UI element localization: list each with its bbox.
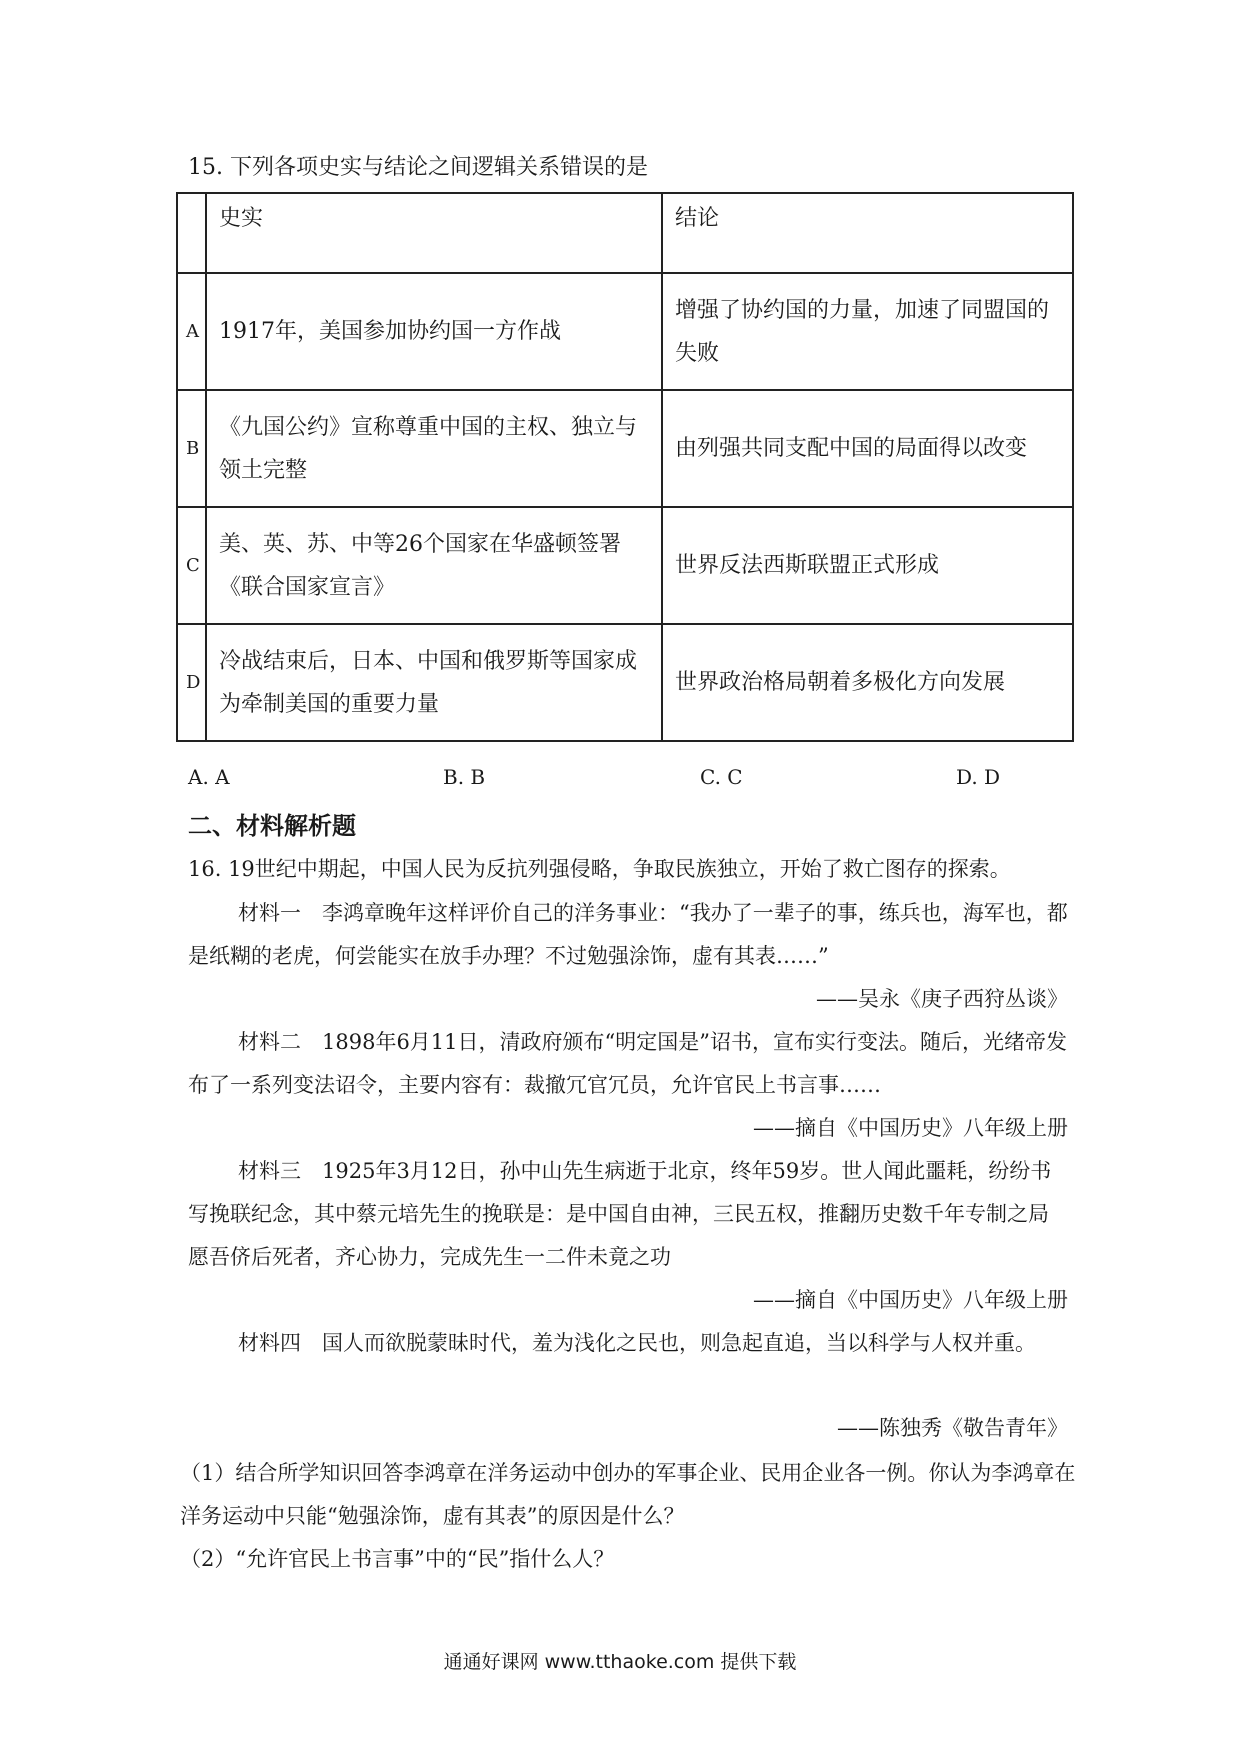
row-fact: 美、英、苏、中等26个国家在华盛顿签署《联合国家宣言》 xyxy=(206,507,662,624)
choice-b[interactable]: B. B xyxy=(443,765,486,789)
choice-d[interactable]: D. D xyxy=(956,765,1001,789)
table-row xyxy=(177,390,1073,507)
row-option-label: B xyxy=(177,390,206,507)
material-1-source: ——吴永《庚子西狩丛谈》 xyxy=(816,987,1068,1011)
sub-question-1: （1）结合所学知识回答李鸿章在洋务运动中创办的军事企业、民用企业各一例。你认为李鸿章在洋务运动中只能“勉强涂饰，虚有其表”的原因是什么？ xyxy=(180,1461,1076,1528)
table-row xyxy=(177,624,1073,741)
row-conclusion: 世界政治格局朝着多极化方向发展 xyxy=(662,624,1073,741)
row-option-label: C xyxy=(177,507,206,624)
table-row xyxy=(177,273,1073,390)
section-title: 二、材料解析题 xyxy=(188,812,356,840)
choice-a[interactable]: A. A xyxy=(188,765,230,789)
table-header-option xyxy=(177,193,206,273)
material-1: 材料一 李鸿章晚年这样评价自己的洋务事业：“我办了一辈子的事，练兵也，海军也，都是纸糊的老虎，何尝能实在放手办理？不过勉强涂饰，虚有其表……” xyxy=(188,901,1068,968)
material-4: 材料四 国人而欲脱蒙昧时代，羞为浅化之民也，则急起直追，当以科学与人权并重。 xyxy=(238,1331,1036,1355)
material-3-source: ——摘自《中国历史》八年级上册 xyxy=(753,1288,1068,1312)
material-2-source: ——摘自《中国历史》八年级上册 xyxy=(753,1116,1068,1140)
row-conclusion: 由列强共同支配中国的局面得以改变 xyxy=(662,390,1073,507)
table-header-row xyxy=(177,193,1073,273)
row-conclusion: 增强了协约国的力量，加速了同盟国的失败 xyxy=(662,273,1073,390)
table-header-conclusion: 结论 xyxy=(662,193,1073,273)
table-header-fact: 史实 xyxy=(206,193,662,273)
row-fact: 1917年，美国参加协约国一方作战 xyxy=(206,273,662,390)
row-fact: 《九国公约》宣称尊重中国的主权、独立与领土完整 xyxy=(206,390,662,507)
sub-question-2: （2）“允许官民上书言事”中的“民”指什么人？ xyxy=(180,1547,615,1571)
material-3: 材料三 1925年3月12日，孙中山先生病逝于北京，终年59岁。世人闻此噩耗，纷纷书写挽联纪念，其中蔡元培先生的挽联是：是中国自由神，三民五权，推翻历史数千年专制之局愿吾侪后死者，齐心协力，完成先生一二件未竟之功 xyxy=(188,1159,1052,1269)
table-row xyxy=(177,507,1073,624)
material-4-source: ——陈独秀《敬告青年》 xyxy=(837,1416,1068,1440)
material-2: 材料二 1898年6月11日，清政府颁布“明定国是”诏书，宣布实行变法。随后，光绪帝发布了一系列变法诏令，主要内容有：裁撤冗官冗员，允许官民上书言事…… xyxy=(188,1030,1067,1097)
question-15-stem: 15. 下列各项史实与结论之间逻辑关系错误的是 xyxy=(188,155,648,180)
facts-conclusions-table xyxy=(176,192,1074,742)
row-fact: 冷战结束后，日本、中国和俄罗斯等国家成为牵制美国的重要力量 xyxy=(206,624,662,741)
row-option-label: D xyxy=(177,624,206,741)
row-conclusion: 世界反法西斯联盟正式形成 xyxy=(662,507,1073,624)
footer-download-note: 通通好课网 www.tthaoke.com 提供下载 xyxy=(443,1651,797,1673)
choice-c[interactable]: C. C xyxy=(700,765,743,789)
row-option-label: A xyxy=(177,273,206,390)
question-16-intro: 16. 19世纪中期起，中国人民为反抗列强侵略，争取民族独立，开始了救亡图存的探索。 xyxy=(188,857,1011,881)
